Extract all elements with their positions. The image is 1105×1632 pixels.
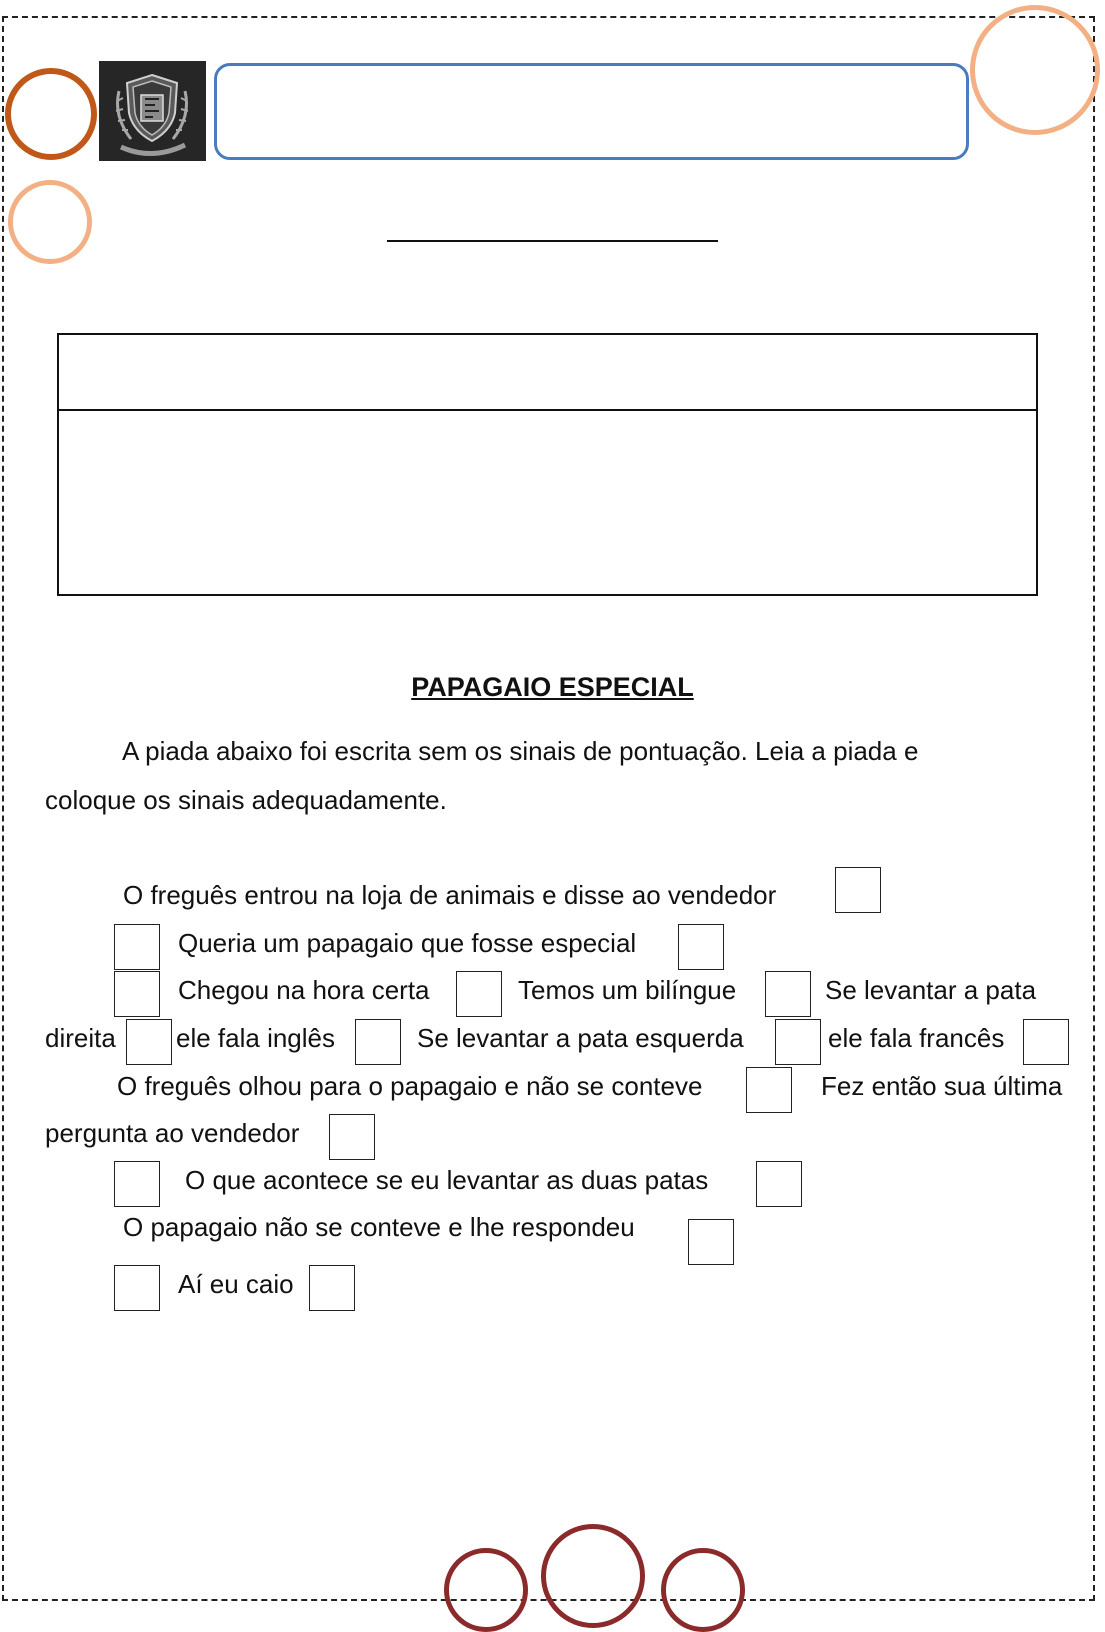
joke-line-3a: Chegou na hora certa	[178, 975, 430, 1005]
punctuation-blank[interactable]	[1023, 1019, 1069, 1065]
instructions-line-2: coloque os sinais adequadamente.	[45, 785, 447, 815]
header-box	[214, 63, 969, 160]
info-table	[57, 333, 1038, 596]
punctuation-blank[interactable]	[775, 1019, 821, 1065]
table-divider	[57, 409, 1038, 411]
worksheet-title	[0, 672, 1105, 703]
joke-line-6: pergunta ao vendedor	[45, 1118, 300, 1148]
joke-line-2: Queria um papagaio que fosse especial	[178, 928, 637, 958]
joke-line-4d: ele fala francês	[828, 1023, 1005, 1053]
punctuation-blank[interactable]	[114, 971, 160, 1017]
punctuation-blank[interactable]	[835, 867, 881, 913]
school-emblem-icon	[99, 61, 206, 161]
punctuation-blank[interactable]	[456, 971, 502, 1017]
joke-line-4c: Se levantar a pata esquerda	[417, 1023, 744, 1053]
joke-line-9: Aí eu caio	[178, 1269, 294, 1299]
punctuation-blank[interactable]	[746, 1067, 792, 1113]
punctuation-blank[interactable]	[114, 1265, 160, 1311]
decor-circle	[444, 1548, 528, 1632]
punctuation-blank[interactable]	[678, 924, 724, 970]
punctuation-blank[interactable]	[114, 1161, 160, 1207]
punctuation-blank[interactable]	[355, 1019, 401, 1065]
joke-line-7: O que acontece se eu levantar as duas patas	[185, 1165, 709, 1195]
joke-line-3b: Temos um bilíngue	[518, 975, 737, 1005]
punctuation-blank[interactable]	[126, 1019, 172, 1065]
instructions-line-1: A piada abaixo foi escrita sem os sinais de pontuação. Leia a piada e	[122, 736, 919, 766]
punctuation-blank[interactable]	[114, 924, 160, 970]
punctuation-blank[interactable]	[309, 1265, 355, 1311]
joke-line-3c: Se levantar a pata	[825, 975, 1037, 1005]
school-logo	[99, 61, 206, 161]
decor-circle	[5, 68, 97, 160]
joke-line-4a: direita	[45, 1023, 116, 1053]
decor-circle	[8, 180, 92, 264]
joke-line-5a: O freguês olhou para o papagaio e não se conteve	[117, 1071, 703, 1101]
decor-circle	[541, 1524, 645, 1628]
title-text: PAPAGAIO ESPECIAL	[411, 672, 694, 702]
joke-line-4b: ele fala inglês	[176, 1023, 335, 1053]
joke-line-8: O papagaio não se conteve e lhe respondeu	[123, 1212, 635, 1242]
decor-circle	[970, 5, 1100, 135]
name-line	[387, 240, 718, 242]
decor-circle	[661, 1548, 745, 1632]
punctuation-blank[interactable]	[765, 971, 811, 1017]
punctuation-blank[interactable]	[756, 1161, 802, 1207]
joke-line-5b: Fez então sua última	[821, 1071, 1063, 1101]
joke-line-1: O freguês entrou na loja de animais e disse ao vendedor	[123, 880, 777, 910]
punctuation-blank[interactable]	[688, 1219, 734, 1265]
punctuation-blank[interactable]	[329, 1114, 375, 1160]
